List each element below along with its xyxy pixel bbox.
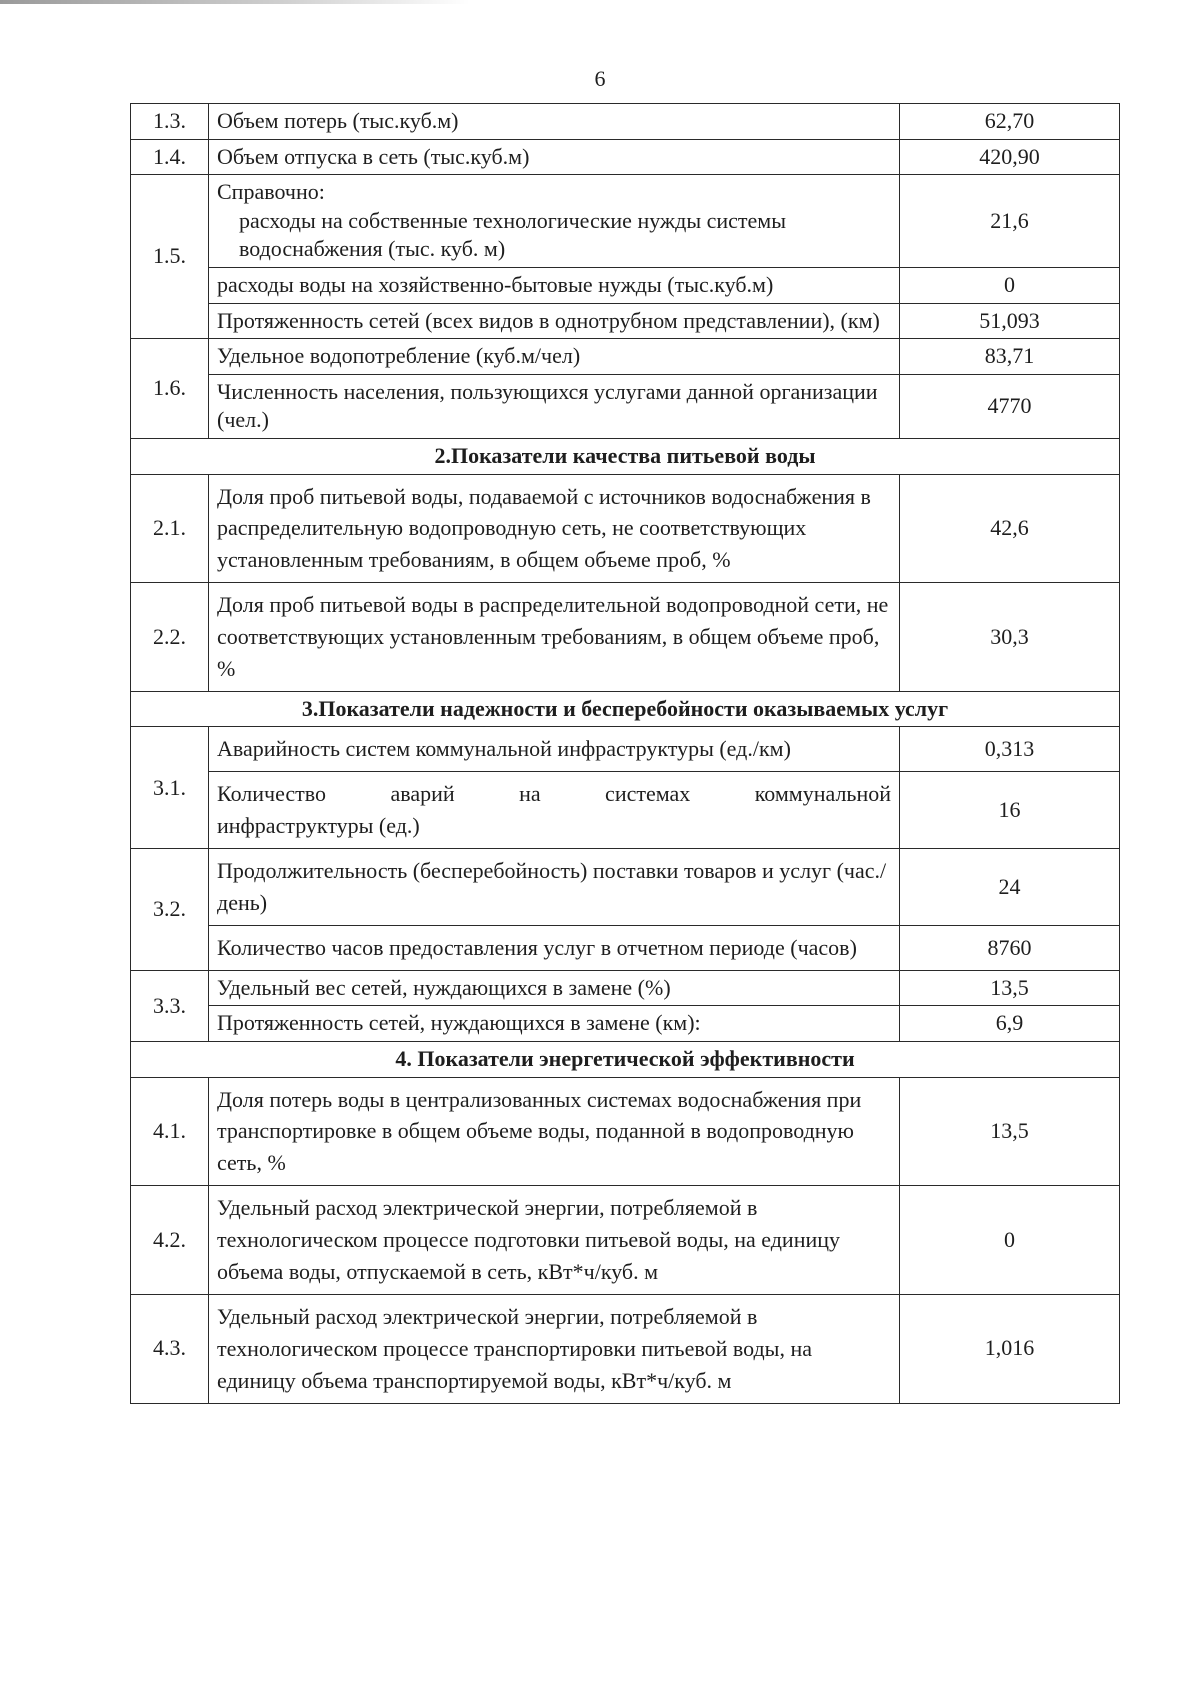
- row-number: 1.5.: [131, 175, 209, 339]
- row-label: [209, 772, 900, 849]
- row-value: 13,5: [900, 1077, 1120, 1186]
- row-label: Удельный расход электрической энергии, потребляемой в технологическом процессе транспортировки питьевой воды, на единицу объема транспортируемой воды, кВт*ч/куб. м: [209, 1294, 900, 1403]
- row-label: Протяженность сетей (всех видов в однотрубном представлении), (км): [209, 303, 900, 339]
- row-number: 1.6.: [131, 339, 209, 439]
- row-number: 4.2.: [131, 1186, 209, 1295]
- row-label: Объем потерь (тыс.куб.м): [209, 104, 900, 140]
- row-label: Удельный расход электрической энергии, потребляемой в технологическом процессе подготовки питьевой воды, на единицу объема воды, отпускаемой в сеть, кВт*ч/куб. м: [209, 1186, 900, 1295]
- row-label: Объем отпуска в сеть (тыс.куб.м): [209, 139, 900, 175]
- section-header-3: [131, 691, 1120, 727]
- row-value: 51,093: [900, 303, 1120, 339]
- section-title: 2.Показатели качества питьевой воды: [131, 438, 1120, 474]
- table-row-1-4: [131, 139, 1120, 175]
- row-label: Продолжительность (бесперебойность) поставки товаров и услуг (час./день): [209, 849, 900, 926]
- section-title: 3.Показатели надежности и бесперебойности оказываемых услуг: [131, 691, 1120, 727]
- table-row-4-3: [131, 1294, 1120, 1403]
- row-label: [209, 175, 900, 268]
- row-value: 24: [900, 849, 1120, 926]
- section-title: 4. Показатели энергетической эффективности: [131, 1042, 1120, 1078]
- row-value: 6,9: [900, 1006, 1120, 1042]
- row-number: 1.4.: [131, 139, 209, 175]
- scan-edge-artifact: [0, 0, 470, 4]
- table-row-4-1: [131, 1077, 1120, 1186]
- table-row-1-5-b: [131, 267, 1120, 303]
- table-row-3-3-a: [131, 970, 1120, 1006]
- row-value: 8760: [900, 925, 1120, 970]
- row-number: 3.3.: [131, 970, 209, 1041]
- row-label: Доля проб питьевой воды в распределительной водопроводной сети, не соответствующих установленным требованиям, в общем объеме проб, %: [209, 583, 900, 692]
- row-number: 1.3.: [131, 104, 209, 140]
- row-label: расходы воды на хозяйственно-бытовые нужды (тыс.куб.м): [209, 267, 900, 303]
- row-label-line-2: инфраструктуры (ед.): [217, 813, 420, 839]
- row-number: 2.2.: [131, 583, 209, 692]
- table-row-2-1: [131, 474, 1120, 583]
- row-value: 62,70: [900, 104, 1120, 140]
- row-number: 4.3.: [131, 1294, 209, 1403]
- table-row-1-5-a: [131, 175, 1120, 268]
- row-label: Протяженность сетей, нуждающихся в замене (км):: [209, 1006, 900, 1042]
- row-number: 2.1.: [131, 474, 209, 583]
- table-row-3-3-b: [131, 1006, 1120, 1042]
- table-row-1-5-c: [131, 303, 1120, 339]
- table-row-3-1-a: [131, 727, 1120, 772]
- row-value: 0: [900, 267, 1120, 303]
- row-value: 4770: [900, 374, 1120, 438]
- table-row-1-3: [131, 104, 1120, 140]
- row-number: 3.2.: [131, 849, 209, 971]
- table-row-1-6-a: [131, 339, 1120, 375]
- row-value: 0,313: [900, 727, 1120, 772]
- row-label: Доля потерь воды в централизованных системах водоснабжения при транспортировке в общем объеме воды, поданной в водопроводную сеть, %: [209, 1077, 900, 1186]
- row-label: Удельное водопотребление (куб.м/чел): [209, 339, 900, 375]
- row-number: 3.1.: [131, 727, 209, 849]
- row-value: 42,6: [900, 474, 1120, 583]
- row-number: 4.1.: [131, 1077, 209, 1186]
- row-label: Численность населения, пользующихся услугами данной организации (чел.): [209, 374, 900, 438]
- section-header-2: [131, 438, 1120, 474]
- row-label-line-1: Количество аварий на системах коммунальной: [217, 781, 891, 807]
- row-value: 30,3: [900, 583, 1120, 692]
- page-number: 6: [594, 66, 606, 91]
- reference-heading: Справочно:: [217, 179, 325, 205]
- row-label: Аварийность систем коммунальной инфраструктуры (ед./км): [209, 727, 900, 772]
- row-value: 21,6: [900, 175, 1120, 268]
- table-row-3-2-a: [131, 849, 1120, 926]
- table-row-4-2: [131, 1186, 1120, 1295]
- row-label: Количество часов предоставления услуг в отчетном периоде (часов): [209, 925, 900, 970]
- table-row-3-1-b: [131, 772, 1120, 849]
- row-value: 1,016: [900, 1294, 1120, 1403]
- table-row-3-2-b: [131, 925, 1120, 970]
- table-row-1-6-b: [131, 374, 1120, 438]
- row-value: 16: [900, 772, 1120, 849]
- section-header-4: [131, 1042, 1120, 1078]
- row-value: 83,71: [900, 339, 1120, 375]
- row-label: Доля проб питьевой воды, подаваемой с источников водоснабжения в распределительную водопроводную сеть, не соответствующих установленным требованиям, в общем объеме проб, %: [209, 474, 900, 583]
- reference-text: расходы на собственные технологические нужды системы водоснабжения (тыс. куб. м): [239, 207, 786, 262]
- indicators-table: [130, 103, 1120, 1404]
- row-value: 0: [900, 1186, 1120, 1295]
- table-row-2-2: [131, 583, 1120, 692]
- row-value: 420,90: [900, 139, 1120, 175]
- row-label: Удельный вес сетей, нуждающихся в замене (%): [209, 970, 900, 1006]
- row-value: 13,5: [900, 970, 1120, 1006]
